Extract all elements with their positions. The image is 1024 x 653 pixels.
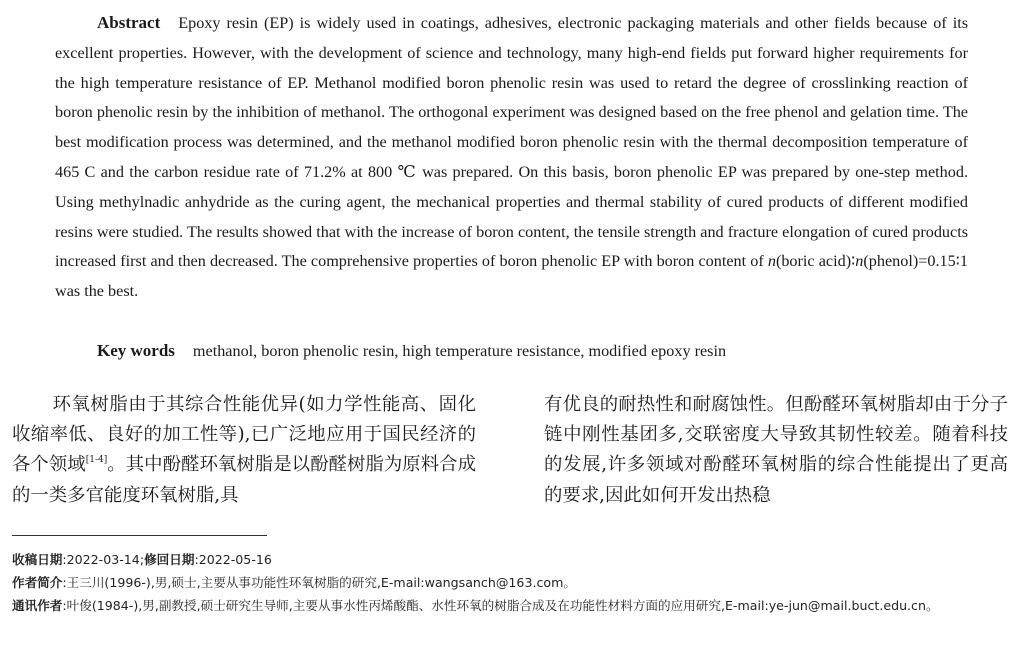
- revised-label: 修回日期: [144, 552, 195, 567]
- received-label: 收稿日期: [12, 552, 63, 567]
- body-right-text: 有优良的耐热性和耐腐蚀性。但酚醛环氧树脂却由于分子链中刚性基团多,交联密度大导致其韧性较差。随着科技的发展,许多领域对酚醛环氧树脂的综合性能提出了更高的要求,因此如何开发出热稳: [544, 394, 1008, 506]
- abstract-label: Abstract: [97, 13, 161, 32]
- revised-date: 2022-05-16: [198, 552, 272, 567]
- corresponding-text: 叶俊(1984-),男,副教授,硕士研究生导师,主要从事水性丙烯酸酯、水性环氧的树脂合成及在功能性材料方面的应用研究,E-mail:ye-jun@mail.buct.edu.cn。: [66, 598, 939, 613]
- body-column-right: [544, 390, 1008, 511]
- corresponding-label: 通讯作者: [12, 598, 63, 613]
- abstract-text-part2: (boric acid)∶: [775, 252, 856, 271]
- footnote-corresponding: 通讯作者:叶俊(1984-),男,副教授,硕士研究生导师,主要从事水性丙烯酸酯、水性环氧的树脂合成及在功能性材料方面的应用研究,E-mail:ye-jun@mail.buct.edu.cn。: [12, 598, 939, 613]
- keywords-label: Key words: [97, 341, 175, 360]
- body-left-part1: 环氧树脂由于其综合性能优异(如力学性能高、固化收缩率低、良好的加工性等),已广泛地应用于国民经济的各个领域: [12, 394, 476, 476]
- body-column-left: [12, 390, 476, 511]
- abstract-text-part1: Epoxy resin (EP) is widely used in coatings, adhesives, electronic packaging materials and other fields because of its excellent properties. However, with the development of science and technology, many high-end fields put forward higher requirements for the high temperature resistance of EP. Methanol modified boron phenolic resin was used to retard the degree of crosslinking reaction of boron phenolic resin by the inhibition of methanol. The orthogonal experiment was designed based on the free phenol and gelation time. The best modification process was determined, and the methanol modified boron phenolic resin with the thermal decomposition temperature of 465 C and the carbon residue rate of 71.2% at 800 ℃ was prepared. On this basis, boron phenolic EP was prepared by one-step method. Using methylnadic anhydride as the curing agent, the mechanical properties and thermal stability of cured products of different modified resins were studied. The results showed that with the increase of boron content, the tensile strength and fracture elongation of cured products increased first and then decreased. The comprehensive properties of boron phenolic EP with boron content of: [55, 14, 968, 271]
- abstract-text-part3: (phenol)=0.15∶1 was the best.: [55, 252, 968, 301]
- abstract-variable-n1: n: [767, 252, 776, 271]
- abstract-variable-n2: n: [855, 252, 864, 271]
- citation-ref: [1-4]: [85, 455, 108, 466]
- keywords-text: methanol, boron phenolic resin, high temperature resistance, modified epoxy resin: [192, 342, 727, 360]
- footnote-author: 作者简介:王三川(1996-),男,硕士,主要从事功能性环氧树脂的研究,E-mail:wangsanch@163.com。: [12, 575, 576, 590]
- author-text: 王三川(1996-),男,硕士,主要从事功能性环氧树脂的研究,E-mail:wangsanch@163.com。: [66, 575, 576, 590]
- footnotes: [12, 548, 1014, 617]
- footnote-divider: [12, 535, 267, 536]
- keywords-line: [97, 338, 968, 364]
- received-date: 2022-03-14: [66, 552, 140, 567]
- footnote-dates: 收稿日期:2022-03-14;修回日期:2022-05-16: [12, 552, 272, 567]
- body-left-part2: 。其中酚醛环氧树脂是以酚醛树脂为原料合成的一类多官能度环氧树脂,具: [12, 454, 476, 506]
- author-label: 作者简介: [12, 575, 63, 590]
- abstract-paragraph: [55, 8, 968, 307]
